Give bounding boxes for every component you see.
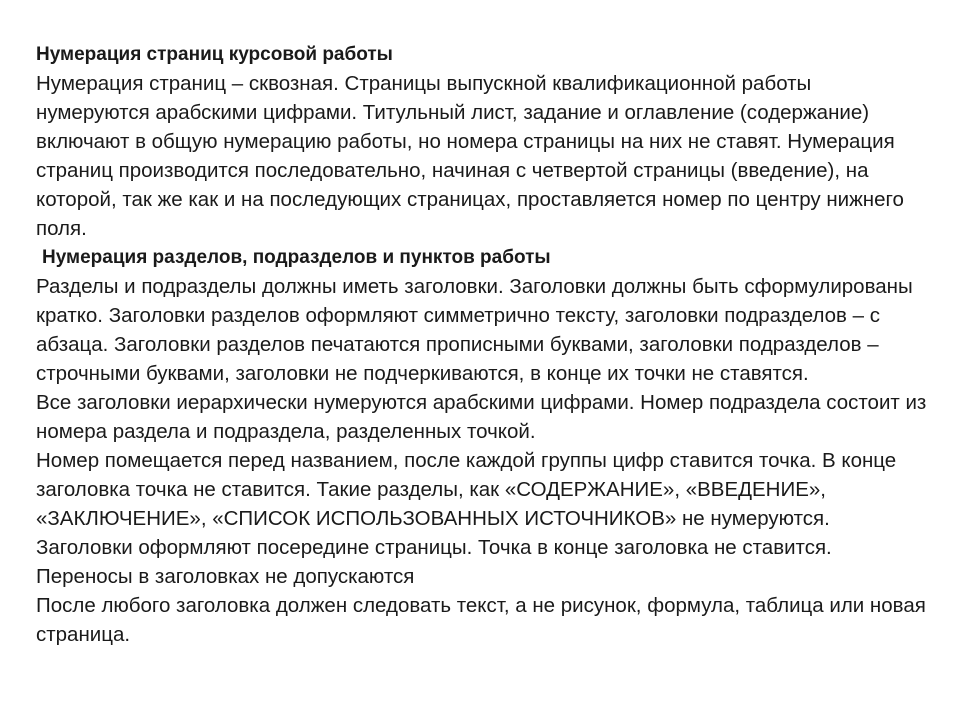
slide-content bbox=[36, 40, 928, 649]
paragraph-heading-centering: Заголовки оформляют посередине страницы. Точка в конце заголовка не ставится. bbox=[36, 536, 832, 559]
section-title-section-numbering: Нумерация разделов, подразделов и пунктов работы bbox=[42, 247, 551, 268]
paragraph-page-numbering: Нумерация страниц – сквозная. Страницы выпускной квалификационной работы нумеруются арабскими цифрами. Титульный лист, задание и оглавление (содержание) включают в общую нумерацию работы, но номера страницы на них не ставят. Нумерация страниц производится последовательно, начиная с четвертой страницы (введение), на которой, так же как и на последующих страницах, проставляется номер по центру нижнего поля. bbox=[36, 72, 904, 240]
paragraph-after-heading: После любого заголовка должен следовать текст, а не рисунок, формула, таблица или новая страница. bbox=[36, 594, 926, 646]
paragraph-hierarchical-numbering: Все заголовки иерархически нумеруются арабскими цифрами. Номер подраздела состоит из номера раздела и подраздела, разделенных точкой. bbox=[36, 391, 927, 443]
section-title-page-numbering: Нумерация страниц курсовой работы bbox=[36, 44, 393, 65]
paragraph-number-placement: Номер помещается перед названием, после каждой группы цифр ставится точка. В конце заголовка точка не ставится. Такие разделы, как «СОДЕРЖАНИЕ», «ВВЕДЕНИЕ», «ЗАКЛЮЧЕНИЕ», «СПИСОК ИСПОЛЬЗОВАННЫХ ИСТОЧНИКОВ» не нумеруются. bbox=[36, 449, 897, 530]
paragraph-no-hyphenation: Переносы в заголовках не допускаются bbox=[36, 565, 415, 588]
paragraph-headings-rules: Разделы и подразделы должны иметь заголовки. Заголовки должны быть сформулированы кратко. Заголовки разделов оформляют симметрично тексту, заголовки подразделов – с абзаца. Заголовки разделов печатаются прописными буквами, заголовки подразделов – строчными буквами, заголовки не подчеркиваются, в конце их точки не ставятся. bbox=[36, 275, 913, 385]
